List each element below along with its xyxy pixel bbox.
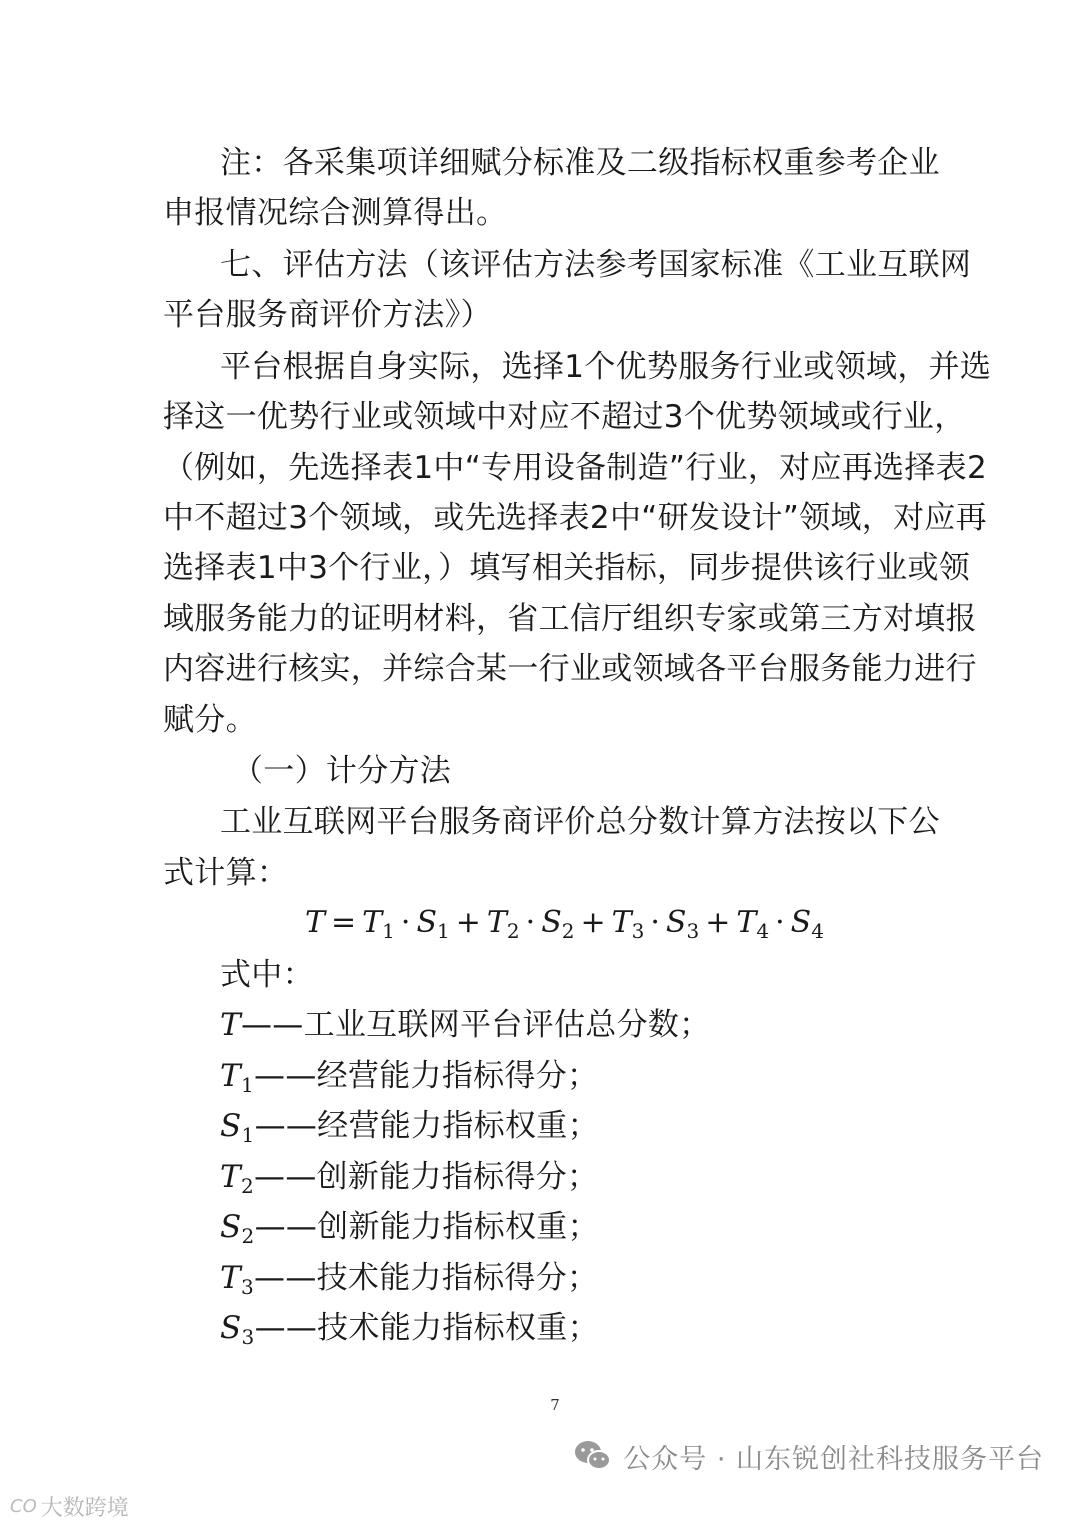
source-watermark — [10, 1490, 129, 1522]
paragraph-line-2: 择这一优势行业或领域中对应不超过3个优势领域或行业， — [163, 399, 966, 435]
paragraph-line-6: 域服务能力的证明材料，省工信厅组织专家或第三方对填报 — [163, 601, 977, 637]
formula-term-3-t: T — [611, 905, 632, 940]
score-formula — [305, 898, 824, 948]
paragraph-line-7: 内容进行核实，并综合某一行业或领域各平台服务能力进行 — [163, 651, 977, 687]
definition-text: ——技术能力指标得分； — [254, 1260, 599, 1296]
paragraph-line-1: 平台根据自身实际，选择1个优势服务行业或领域，并选 — [220, 349, 992, 385]
definition-text: ——创新能力指标得分； — [254, 1159, 599, 1195]
definition-line — [220, 1202, 980, 1252]
source-logo-icon: CO — [10, 1495, 37, 1517]
definition-text: ——经营能力指标权重； — [254, 1108, 599, 1144]
formula-term-3-t-sub: 3 — [631, 919, 645, 943]
formula-intro-line-1: 工业互联网平台服务商评价总分数计算方法按以下公 — [220, 804, 940, 840]
definition-subscript: 2 — [240, 1174, 255, 1198]
definition-symbol: T — [220, 1260, 241, 1296]
definition-symbol: T — [220, 1007, 241, 1043]
definition-line — [220, 1303, 980, 1353]
definition-line — [220, 1152, 980, 1202]
formula-dot-3: · — [650, 905, 660, 940]
wechat-watermark-text: 公众号 · 山东锐创社科技服务平台 — [623, 1443, 1044, 1475]
definition-subscript: 1 — [241, 1123, 255, 1147]
definition-subscript: 1 — [240, 1073, 255, 1097]
formula-dot-1: · — [400, 905, 411, 940]
definition-line — [220, 1051, 980, 1101]
formula-plus-1: + — [455, 905, 481, 940]
page-number: 7 — [550, 1396, 560, 1414]
note-line-1: 注：各采集项详细赋分标准及二级指标权重参考企业 — [220, 145, 940, 181]
definition-symbol: T — [220, 1159, 241, 1195]
formula-term-1-t-sub: 1 — [382, 919, 395, 943]
definition-line — [220, 1000, 980, 1050]
section-heading-line-2: 平台服务商评价方法》） — [163, 297, 492, 333]
formula-term-3-s-sub: 3 — [686, 919, 700, 943]
formula-term-4-s-sub: 4 — [811, 919, 824, 943]
formula-dot-2: · — [525, 905, 536, 940]
formula-term-2-s-sub: 2 — [561, 919, 575, 943]
formula-plus-3: + — [705, 905, 731, 940]
formula-term-4-t: T — [736, 905, 757, 940]
definition-text: ——经营能力指标得分； — [254, 1058, 599, 1094]
definition-text: ——技术能力指标权重； — [254, 1310, 599, 1346]
definition-subscript: 2 — [241, 1224, 255, 1248]
formula-term-1-t: T — [362, 905, 383, 940]
formula-term-1-s-sub: 1 — [437, 919, 450, 943]
formula-lhs: T — [305, 905, 326, 940]
paragraph-line-8: 赋分。 — [163, 702, 257, 738]
formula-equals: = — [331, 905, 357, 940]
formula-term-2-s: S — [541, 905, 562, 940]
definition-text: ——工业互联网平台评估总分数； — [240, 1007, 711, 1043]
wechat-watermark — [573, 1432, 1044, 1480]
where-label: 式中： — [220, 957, 314, 993]
definition-symbol: T — [220, 1058, 241, 1094]
formula-term-4-s: S — [790, 905, 812, 940]
definition-line — [220, 1101, 980, 1151]
definition-text: ——创新能力指标权重； — [254, 1209, 599, 1245]
definition-symbol: S — [220, 1108, 242, 1144]
source-watermark-text: 大数跨境 — [40, 1495, 129, 1521]
formula-term-4-t-sub: 4 — [756, 919, 770, 943]
note-line-2: 申报情况综合测算得出。 — [163, 195, 508, 231]
wechat-icon — [573, 1439, 613, 1473]
paragraph-line-5: 选择表1中3个行业，）填写相关指标，同步提供该行业或领 — [163, 550, 971, 586]
formula-plus-2: + — [580, 905, 606, 940]
definition-line — [220, 1253, 980, 1303]
formula-term-2-t: T — [486, 905, 507, 940]
formula-intro-line-2: 式计算： — [163, 855, 289, 891]
definition-subscript: 3 — [240, 1275, 255, 1299]
paragraph-line-3: （例如，先选择表1中“专用设备制造”行业，对应再选择表2 — [163, 450, 987, 486]
subsection-heading: （一）计分方法 — [232, 753, 452, 789]
definition-symbol: S — [220, 1310, 242, 1346]
formula-dot-4: · — [775, 905, 785, 940]
formula-term-3-s: S — [665, 905, 687, 940]
formula-term-2-t-sub: 2 — [506, 919, 520, 943]
definition-subscript: 3 — [241, 1325, 255, 1349]
definition-symbol: S — [220, 1209, 242, 1245]
formula-term-1-s: S — [416, 905, 438, 940]
section-heading-line-1: 七、评估方法（该评估方法参考国家标准《工业互联网 — [220, 247, 972, 283]
paragraph-line-4: 中不超过3个领域，或先选择表2中“研发设计”领域，对应再 — [163, 500, 987, 536]
